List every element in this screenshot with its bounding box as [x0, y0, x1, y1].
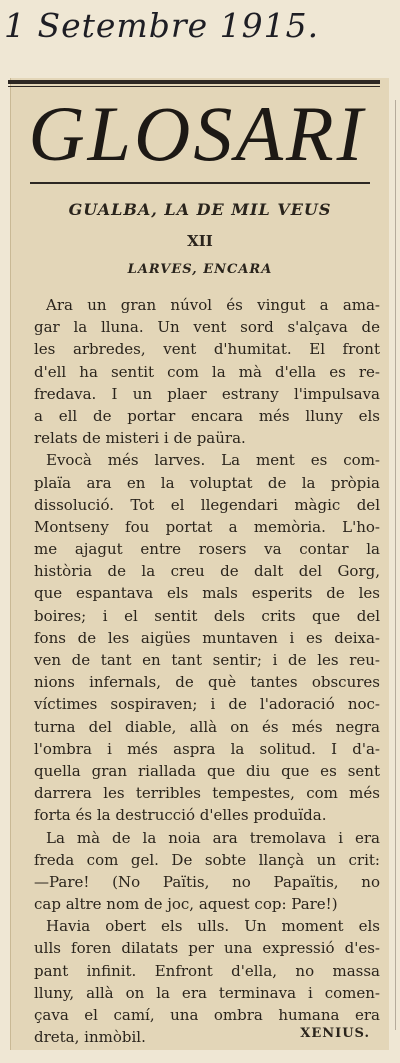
article-body	[34, 294, 380, 1048]
text-line: pant infinit. Enfront d'ella, no massa	[34, 961, 380, 980]
text-line: història de la creu de dalt del Gorg,	[34, 562, 380, 581]
text-line: ulls foren dilatats per una expressió d'es-	[34, 939, 380, 958]
text-line: plaïa ara en la voluptat de la pròpia	[34, 473, 380, 492]
handwritten-date: 1 Setembre 1915.	[4, 6, 320, 45]
text-line: çava el camí, una ombra humana era	[34, 1006, 380, 1024]
text-line: quella gran riallada que diu que es sent	[34, 761, 380, 780]
article-subtitle: GUALBA, LA DE MIL VEUS	[68, 200, 332, 219]
text-line: a ell de portar encara més lluny els	[34, 406, 380, 425]
chapter-numeral: XII	[187, 232, 213, 250]
text-line: Havia obert els ulls. Un moment els	[46, 917, 380, 936]
text-line: nions infernals, de què tantes obscures	[34, 673, 380, 692]
section-title: LARVES, ENCARA	[127, 262, 273, 277]
text-line: fredava. I un plaer estrany l'impulsava	[34, 384, 380, 403]
text-line: d'ell ha sentit com la mà d'ella es re-	[34, 362, 380, 381]
paragraph-2	[34, 449, 380, 826]
text-line: l'ombra i més aspra la solitud. I d'a-	[34, 739, 380, 758]
text-line: víctimes sospiraven; i de l'adoració noc-	[34, 695, 380, 714]
text-line: freda com gel. De sobte llançà un crit:	[34, 850, 380, 869]
text-line: fons de les aigües muntaven i es deixa-	[34, 628, 380, 647]
text-line: Montseny fou portat a memòria. L'ho-	[34, 517, 380, 536]
text-line: que espantava els mals esperits de les	[34, 584, 380, 603]
column-edge	[395, 100, 396, 1030]
paragraph-3	[34, 827, 380, 916]
masthead-rule	[30, 182, 370, 184]
text-line: cap altre nom de joc, aquest cop: Pare!)	[34, 895, 338, 914]
text-line: relats de misteri i de paüra.	[34, 429, 246, 448]
text-line: —Pare! (No Païtis, no Papaïtis, no	[34, 872, 380, 891]
text-line: darrera les terribles tempestes, com més	[34, 784, 380, 803]
text-line: ven de tant en tant sentir; i de les reu-	[34, 651, 380, 669]
text-line: dreta, inmòbil.	[34, 1028, 146, 1047]
text-line: lluny, allà on la era terminava i comen-	[34, 983, 380, 1002]
text-line: dissolució. Tot el llegendari màgic del	[34, 495, 380, 514]
text-line: Ara un gran núvol és vingut a ama-	[46, 296, 380, 314]
text-line: La mà de la noia ara tremolava i era	[46, 828, 380, 847]
text-line: turna del diable, allà on és més negra	[34, 717, 380, 736]
masthead-title: GLOSARI	[28, 90, 366, 177]
text-line: forta és la destrucció d'elles produïda.	[34, 806, 327, 825]
text-line: les arbredes, vent d'humitat. El front	[34, 340, 380, 359]
text-line: me ajagut entre rosers va contar la	[34, 540, 380, 559]
text-line: Evocà més larves. La ment es com-	[46, 451, 380, 470]
author-signature: XENIUS.	[300, 1026, 370, 1041]
top-rule-thin	[8, 86, 380, 87]
text-line: boires; i el sentit dels crits que del	[34, 606, 380, 625]
text-line: gar la lluna. Un vent sord s'alçava de	[34, 318, 380, 337]
top-rule	[8, 80, 380, 84]
paragraph-1	[34, 294, 380, 449]
